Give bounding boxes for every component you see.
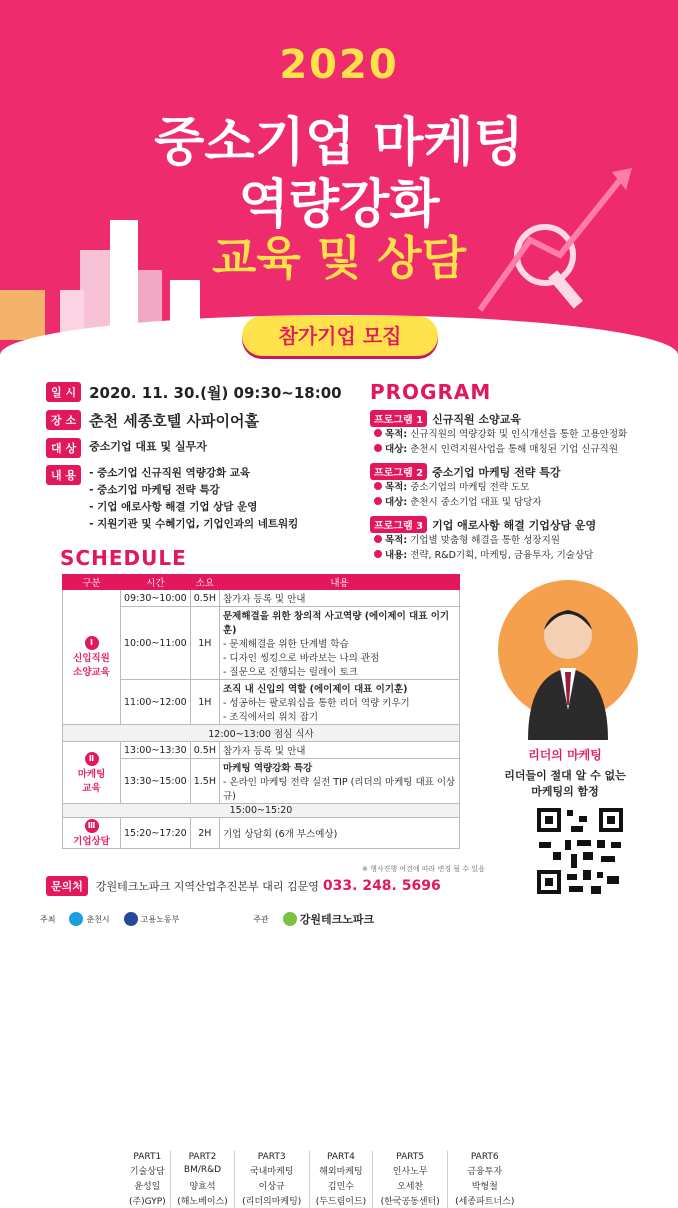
category-3: Ⅲ 기업상담 bbox=[63, 818, 121, 849]
hero-banner bbox=[0, 0, 678, 370]
place-tag: 장 소 bbox=[46, 410, 81, 430]
table-header-row: 구분 시간 소요 내용 bbox=[63, 575, 460, 590]
host-label: 주최 bbox=[40, 914, 56, 924]
contact-tag: 문의처 bbox=[46, 876, 88, 896]
table-row: Ⅲ 기업상담 15:20~17:20 2H 기업 상담회 (6개 부스예상) PART1 PART2 PART3 PART4 PART5 PART6 기술상담 BM/R&D 국내마케팅 해외마케팅 인사노무 금융투자 윤성일 양효석 이상규 김민수 오세찬 박형철 (주)GYP) (해노베이스) (리더의마케팅) (두드림이드) (한국공동센터) (세종파트너스) bbox=[63, 818, 460, 849]
search-icon bbox=[374, 550, 382, 558]
speaker-subtitle: 리더들이 절대 알 수 없는 마케팅의 함정 bbox=[504, 769, 626, 798]
contact-phone[interactable]: 033. 248. 5696 bbox=[322, 878, 441, 894]
table-row: 10:00~11:00 1H 문제해결을 위한 창의적 사고역량 (에이제이 대표 이기훈) - 문제해결을 위한 단계별 학습 - 디자인 씽킹으로 바라보는 나의 관점 - 질문으로 진행되는 릴레이 토크 bbox=[63, 607, 460, 680]
program-tag: 프로그램 1 bbox=[370, 410, 427, 427]
table-row: Ⅱ 마케팅 교육 13:00~13:30 0.5H 참가자 등록 및 안내 bbox=[63, 742, 460, 759]
content-list bbox=[89, 465, 298, 533]
content-tag: 내 용 bbox=[46, 465, 81, 485]
program-item: 프로그램 3 기업 애로사항 해결 기업상담 운영 목적: 기업별 맞춤형 해결을 통한 성장지원 내용: 전략, R&D기획, 마케팅, 금융투자, 기술상담 bbox=[370, 516, 670, 563]
content-item: - 중소기업 신규직원 역량강화 교육 bbox=[89, 467, 251, 479]
program-tag: 프로그램 3 bbox=[370, 516, 427, 533]
target-row bbox=[46, 438, 376, 458]
program-title: 신규직원 소양교육 bbox=[432, 412, 521, 426]
program-tag: 프로그램 2 bbox=[370, 463, 427, 480]
year-title: 2020 bbox=[279, 42, 399, 88]
gwtp-icon bbox=[283, 912, 297, 926]
break-row: 15:00~15:20 bbox=[63, 804, 460, 818]
schedule-heading: SCHEDULE bbox=[60, 546, 187, 570]
table-row: 11:00~12:00 1H 조직 내 신입의 역할 (에이제이 대표 이기훈) - 성공하는 팔로워십을 통한 리더 역량 키우기 - 조직에서의 위치 잡기 bbox=[63, 680, 460, 725]
chuncheon-icon bbox=[69, 912, 83, 926]
table-row: 13:30~15:00 1.5H 마케팅 역량강화 특강 - 온라인 마케팅 전략 실전 TIP (리더의 마케팅 대표 이상규) bbox=[63, 759, 460, 804]
notice-text: ※ 행사진행 여건에 따라 변경 될 수 있음 bbox=[362, 865, 485, 873]
speaker-panel bbox=[490, 580, 640, 880]
table-row: Ⅰ 신입직원 소양교육 09:30~10:00 0.5H 참가자 등록 및 안내 bbox=[63, 590, 460, 607]
target-tag: 대 상 bbox=[46, 438, 81, 458]
place-row bbox=[46, 410, 376, 431]
ministry-icon bbox=[124, 912, 138, 926]
date-value: 2020. 11. 30.(월) 09:30~18:00 bbox=[89, 384, 342, 402]
target-icon bbox=[374, 429, 382, 437]
qr-code[interactable] bbox=[535, 806, 625, 896]
qr-code-image bbox=[535, 806, 625, 896]
category-1: Ⅰ 신입직원 소양교육 bbox=[63, 590, 121, 725]
target-value: 중소기업 대표 및 실무자 bbox=[89, 440, 207, 453]
labor-ministry-logo: 고용노동부 bbox=[124, 912, 180, 926]
category-2: Ⅱ 마케팅 교육 bbox=[63, 742, 121, 804]
content-item: - 지원기관 및 수혜기업, 기업인과의 네트워킹 bbox=[89, 518, 299, 530]
target-icon bbox=[374, 535, 382, 543]
program-item: 프로그램 1 신규직원 소양교육 목적: 신규직원의 역량강화 및 인식개선을 통한 고용안정화 대상: 춘천시 인력지원사업을 통해 매칭된 기업 신규직원 bbox=[370, 410, 670, 457]
date-row bbox=[46, 382, 376, 403]
consult-parts: PART1 PART2 PART3 PART4 PART5 PART6 기술상담 BM/R&D 국내마케팅 해외마케팅 인사노무 금융투자 윤성일 양효석 이상규 김민수 오세찬 박형철 (주)GYP) (해노베이스) (리더의마케팅) (두드림이드) (한국공동센터) (세종파트너스) bbox=[125, 1151, 522, 1208]
person-icon bbox=[374, 444, 382, 452]
chuncheon-logo: 춘천시 bbox=[69, 912, 109, 926]
person-icon bbox=[374, 497, 382, 505]
speaker-title: 리더의 마케팅 bbox=[528, 748, 602, 762]
organizer-label: 주관 bbox=[253, 914, 269, 924]
program-section bbox=[370, 380, 670, 563]
title-line3: 교육 및 상담 bbox=[211, 231, 467, 285]
content-item: - 기업 애로사항 해결 기업 상담 운영 bbox=[89, 501, 258, 513]
program-item: 프로그램 2 중소기업 마케팅 전략 특강 목적: 중소기업의 마케팅 전략 도모 대상: 춘천시 중소기업 대표 및 담당자 bbox=[370, 463, 670, 510]
content-item: - 중소기업 마케팅 전략 특강 bbox=[89, 484, 220, 496]
place-value: 춘천 세종호텔 사파이어홀 bbox=[89, 412, 259, 430]
footer-logos bbox=[40, 906, 660, 932]
title-line1: 중소기업 마케팅 bbox=[154, 113, 524, 173]
date-tag: 일 시 bbox=[46, 382, 81, 402]
speaker-avatar bbox=[498, 580, 638, 740]
target-icon bbox=[374, 482, 382, 490]
content-row bbox=[46, 465, 376, 533]
recruit-button[interactable]: 참가기업 모집 bbox=[242, 316, 438, 356]
contact-row bbox=[46, 876, 441, 896]
program-title: 기업 애로사항 해결 기업상담 운영 bbox=[432, 518, 597, 532]
program-title: 중소기업 마케팅 전략 특강 bbox=[432, 465, 561, 479]
speaker-photo bbox=[498, 580, 638, 720]
title-line2: 역량강화 bbox=[238, 175, 440, 235]
lunch-row: 12:00~13:00 점심 식사 bbox=[63, 725, 460, 742]
program-heading: PROGRAM bbox=[370, 380, 492, 404]
contact-text: 강원테크노파크 지역산업추진본부 대리 김문영 bbox=[95, 880, 319, 893]
event-info bbox=[46, 382, 376, 540]
gwtp-logo: 강원테크노파크 bbox=[283, 911, 374, 927]
